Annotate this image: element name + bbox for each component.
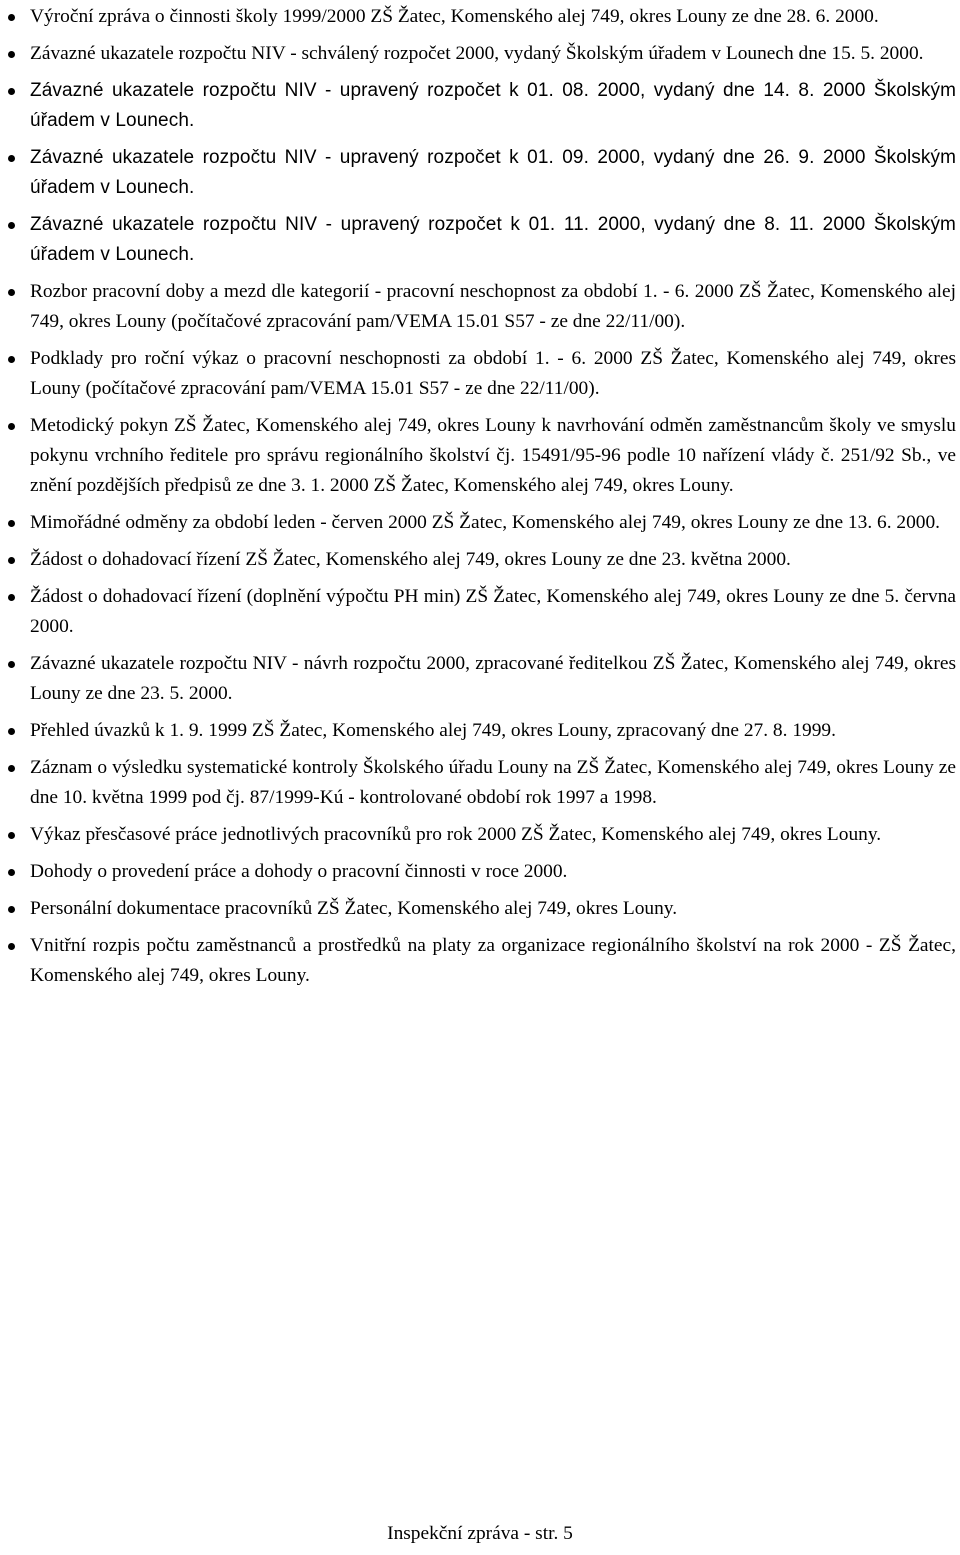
bullet-icon (8, 869, 15, 876)
list-item-text: Žádost o dohadovací řízení (doplnění výpočtu PH min) ZŠ Žatec, Komenského alej 749, okres Louny ze dne 5. června 2000. (30, 586, 956, 637)
list-item (30, 857, 956, 887)
list-item (30, 753, 956, 813)
bullet-icon (8, 222, 15, 229)
list-item-text: Záznam o výsledku systematické kontroly Školského úřadu Louny na ZŠ Žatec, Komenského alej 749, okres Louny ze dne 10. května 1999 pod čj. 87/1999-Kú - kontrolované období rok 1997 a 1998. (30, 757, 956, 808)
list-item (30, 277, 956, 337)
bullet-icon (8, 832, 15, 839)
list-item-text: Závazné ukazatele rozpočtu NIV - návrh rozpočtu 2000, zpracované ředitelkou ZŠ Žatec, Komenského alej 749, okres Louny ze dne 23. 5. 2000. (30, 653, 956, 704)
list-item-text: Závazné ukazatele rozpočtu NIV - schválený rozpočet 2000, vydaný Školským úřadem v Lounech dne 15. 5. 2000. (30, 43, 924, 64)
list-item-text: Rozbor pracovní doby a mezd dle kategorií - pracovní neschopnost za období 1. - 6. 2000 ZŠ Žatec, Komenského alej 749, okres Louny (počítačové zpracování pam/VEMA 15.01 S57 - ze dne 22/11/00). (30, 281, 956, 332)
bullet-icon (8, 906, 15, 913)
list-item (30, 582, 956, 642)
list-item-text: Výkaz přesčasové práce jednotlivých pracovníků pro rok 2000 ZŠ Žatec, Komenského alej 749, okres Louny. (30, 824, 882, 845)
list-item (30, 39, 956, 69)
bullet-icon (8, 289, 15, 296)
bullet-icon (8, 423, 15, 430)
bullet-icon (8, 14, 15, 21)
bullet-icon (8, 943, 15, 950)
bullet-icon (8, 765, 15, 772)
list-item (30, 344, 956, 404)
list-item-text: Vnitřní rozpis počtu zaměstnanců a prostředků na platy za organizace regionálního školství na rok 2000 - ZŠ Žatec, Komenského alej 749, okres Louny. (30, 935, 956, 986)
bullet-icon (8, 88, 15, 95)
list-item (30, 931, 956, 991)
bullet-icon (8, 594, 15, 601)
list-item (30, 894, 956, 924)
bullet-icon (8, 155, 15, 162)
list-item-text: Mimořádné odměny za období leden - červen 2000 ZŠ Žatec, Komenského alej 749, okres Louny ze dne 13. 6. 2000. (30, 512, 941, 533)
list-item (30, 411, 956, 501)
list-item-text: Přehled úvazků k 1. 9. 1999 ZŠ Žatec, Komenského alej 749, okres Louny, zpracovaný dne 27. 8. 1999. (30, 720, 836, 741)
list-item (30, 2, 956, 32)
bullet-icon (8, 356, 15, 363)
document-list (30, 2, 956, 998)
list-item-text: Personální dokumentace pracovníků ZŠ Žatec, Komenského alej 749, okres Louny. (30, 898, 678, 919)
bullet-icon (8, 51, 15, 58)
list-item-text: Závazné ukazatele rozpočtu NIV - upravený rozpočet k 01. 11. 2000, vydaný dne 8. 11. 2000 Školským úřadem v Lounech. (30, 214, 956, 265)
list-item (30, 545, 956, 575)
list-item-text: Dohody o provedení práce a dohody o pracovní činnosti v roce 2000. (30, 861, 568, 882)
list-item-text: Závazné ukazatele rozpočtu NIV - upravený rozpočet k 01. 08. 2000, vydaný dne 14. 8. 2000 Školským úřadem v Lounech. (30, 80, 956, 131)
bullet-icon (8, 520, 15, 527)
page-footer: Inspekční zpráva - str. 5 (387, 1523, 573, 1544)
list-item-text: Žádost o dohadovací řízení ZŠ Žatec, Komenského alej 749, okres Louny ze dne 23. května 2000. (30, 549, 791, 570)
list-item (30, 210, 956, 270)
list-item-text: Závazné ukazatele rozpočtu NIV - upravený rozpočet k 01. 09. 2000, vydaný dne 26. 9. 2000 Školským úřadem v Lounech. (30, 147, 956, 198)
list-item (30, 508, 956, 538)
bullet-icon (8, 661, 15, 668)
list-item (30, 76, 956, 136)
list-item (30, 820, 956, 850)
list-item (30, 716, 956, 746)
bullet-icon (8, 557, 15, 564)
list-item-text: Podklady pro roční výkaz o pracovní neschopnosti za období 1. - 6. 2000 ZŠ Žatec, Komenského alej 749, okres Louny (počítačové zpracování pam/VEMA 15.01 S57 - ze dne 22/11/00). (30, 348, 956, 399)
list-item-text: Výroční zpráva o činnosti školy 1999/2000 ZŠ Žatec, Komenského alej 749, okres Louny ze dne 28. 6. 2000. (30, 6, 879, 27)
list-item (30, 143, 956, 203)
list-item-text: Metodický pokyn ZŠ Žatec, Komenského alej 749, okres Louny k navrhování odměn zaměstnancům školy ve smyslu pokynu vrchního ředitele pro správu regionálního školství čj. 15491/95-96 podle 10 nařízení vlády č. 251/92 Sb., ve znění pozdějších předpisů ze dne 3. 1. 2000 ZŠ Žatec, Komenského alej 749, okres Louny. (30, 415, 956, 496)
bullet-icon (8, 728, 15, 735)
list-item (30, 649, 956, 709)
